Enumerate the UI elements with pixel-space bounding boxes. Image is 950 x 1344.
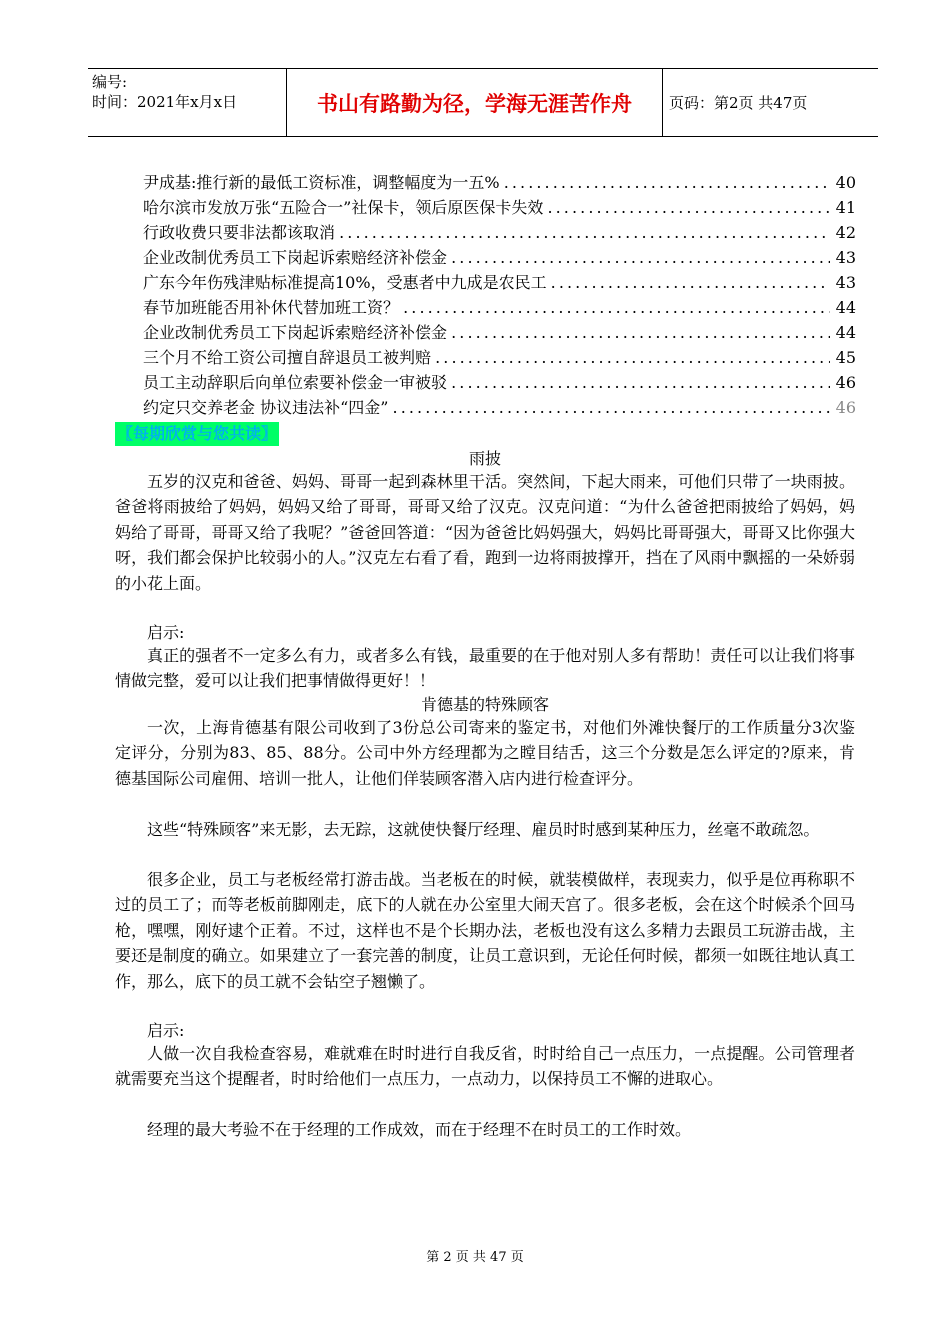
toc-entry-page: 46 <box>832 370 856 395</box>
table-of-contents <box>143 170 856 420</box>
insight-label: 启示: <box>147 623 185 642</box>
toc-entry-title: 广东今年伤残津贴标准提高10%，受惠者中九成是农民工 <box>143 273 547 292</box>
toc-entry[interactable] <box>143 345 856 370</box>
header-motto: 书山有路勤为径，学海无涯苦作舟 <box>286 69 663 136</box>
toc-entry-page: 43 <box>832 245 856 270</box>
insight-paragraph: 真正的强者不一定多么有力，或者多么有钱，最重要的在于他对别人多有帮助！责任可以让我们将事情做完整，爱可以让我们把事情做得更好！！ <box>115 646 855 691</box>
story-title: 肯德基的特殊顾客 <box>420 695 549 714</box>
story-paragraph: 五岁的汉克和爸爸、妈妈、哥哥一起到森林里干活。突然间，下起大雨来，可他们只带了一块雨披。爸爸将雨披给了妈妈，妈妈又给了哥哥，哥哥又给了汉克。汉克问道：“为什么爸爸把雨披给了妈妈，妈妈给了哥哥，哥哥又给了我呢？”爸爸回答道：“因为爸爸比妈妈强大，妈妈比哥哥强大，哥哥又比你强大呀，我们都会保护比较弱小的人。”汉克左右看了看，跑到一边将雨披撑开，挡在了风雨中飘摇的一朵娇弱的小花上面。 <box>115 472 855 593</box>
header-meta <box>88 69 286 136</box>
insight-label: 启示: <box>147 1021 185 1040</box>
toc-entry-title: 企业改制优秀员工下岗起诉索赔经济补偿金 <box>143 323 448 342</box>
toc-entry-page: 43 <box>832 270 856 295</box>
toc-entry[interactable] <box>143 220 856 245</box>
story-title: 雨披 <box>468 449 501 468</box>
closing-paragraph: 经理的最大考验不在于经理的工作成效，而在于经理不在时员工的工作时效。 <box>147 1120 692 1139</box>
toc-entry-title: 三个月不给工资公司擅自辞退员工被判赔 <box>143 348 432 367</box>
toc-entry-title: 尹成基:推行新的最低工资标准，调整幅度为一五% <box>143 173 500 192</box>
toc-entry[interactable] <box>143 370 856 395</box>
toc-entry[interactable] <box>143 395 856 420</box>
toc-entry-page: 41 <box>832 195 856 220</box>
date-label: 时间：2021年x月x日 <box>92 93 238 111</box>
toc-entry-title: 行政收费只要非法都该取消 <box>143 223 336 242</box>
toc-entry[interactable] <box>143 320 856 345</box>
story-paragraph: 很多企业，员工与老板经常打游击战。当老板在的时候，就装模做样，表现卖力，似乎是位再称职不过的员工了；而等老板前脚刚走，底下的人就在办公室里大闹天宫了。很多老板，会在这个时候杀个回马枪，嘿嘿，刚好逮个正着。不过，这样也不是个长期办法，老板也没有这么多精力去跟员工玩游击战，主要还是制度的确立。如果建立了一套完善的制度，让员工意识到，无论任何时候，都须一如既往地认真工作，那么，底下的员工就不会钻空子翘懒了。 <box>115 870 855 991</box>
toc-entry[interactable] <box>143 270 856 295</box>
story-paragraph: 一次，上海肯德基有限公司收到了3份总公司寄来的鉴定书，对他们外滩快餐厅的工作质量分3次鉴定评分，分别为83、85、88分。公司中外方经理都为之瞠目结舌，这三个分数是怎么评定的?原来，肯德基国际公司雇佣、培训一批人，让他们佯装顾客潜入店内进行检查评分。 <box>115 718 855 788</box>
toc-entry-title: 春节加班能否用补休代替加班工资？ <box>143 298 400 317</box>
page-header <box>88 68 878 137</box>
toc-entry-title: 哈尔滨市发放万张“五险合一”社保卡，领后原医保卡失效 <box>143 198 544 217</box>
toc-entry-page: 45 <box>832 345 856 370</box>
toc-entry-page: 46 <box>832 395 856 420</box>
story-paragraph: 这些“特殊顾客”来无影，去无踪，这就使快餐厅经理、雇员时时感到某种压力，丝毫不敢疏忽。 <box>147 820 820 839</box>
insight-paragraph: 人做一次自我检查容易，难就难在时时进行自我反省，时时给自己一点压力，一点提醒。公司管理者就需要充当这个提醒者，时时给他们一点压力，一点动力，以保持员工不懈的进取心。 <box>115 1044 855 1089</box>
toc-entry-page: 40 <box>832 170 856 195</box>
toc-entry[interactable] <box>143 170 856 195</box>
toc-entry-page: 44 <box>832 320 856 345</box>
header-page-info: 页码：第2页 共47页 <box>669 94 808 112</box>
toc-entry[interactable] <box>143 195 856 220</box>
toc-entry-title: 员工主动辞职后向单位索要补偿金一审被驳 <box>143 373 448 392</box>
toc-entry-title: 约定只交养老金 协议违法补“四金” <box>143 398 389 417</box>
toc-entry-title: 企业改制优秀员工下岗起诉索赔经济补偿金 <box>143 248 448 267</box>
section-heading: 〖每期欣赏与您共读〗 <box>115 422 279 446</box>
toc-entry-page: 44 <box>832 295 856 320</box>
page-footer: 第 2 页 共 47 页 <box>426 1250 524 1265</box>
toc-entry-page: 42 <box>832 220 856 245</box>
toc-entry[interactable] <box>143 245 856 270</box>
toc-entry[interactable] <box>143 295 856 320</box>
number-label: 编号: <box>92 73 128 91</box>
